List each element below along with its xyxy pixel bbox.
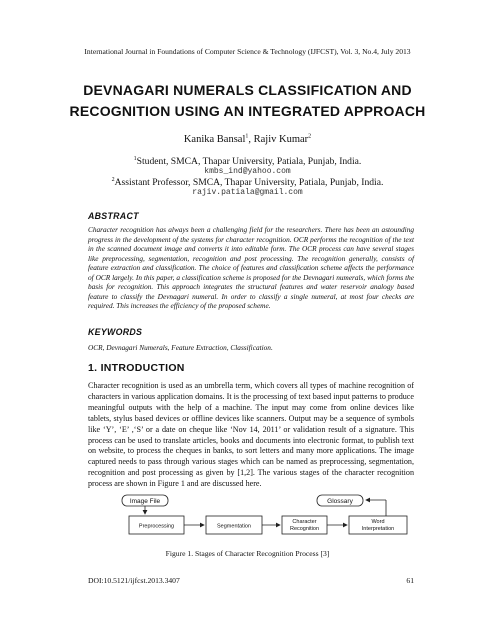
affiliation-2 (0, 177, 495, 188)
introduction-heading: 1. INTRODUCTION (88, 362, 185, 374)
introduction-text: Character recognition is used as an umbrella term, which covers all types of machine recognition of characters in various application domains. It is the processing of text based input patterns to produce meaningful outputs with the help of a machine. The input may come from online devices like tablets, stylus based devices or offline devices like scanners. Output may be a sequence of symbols like ‘Y’, ‘E’ ,‘S’ or a date on cheque like ‘Nov 14, 2011’ or validation result of a signature. This process can be used to translate articles, books and documents into electronic format, to publish text on website, to process the cheques in banks, to sort letters and many more applications. The image captured needs to pass through various stages which can be named as preprocessing, segmentation, recognition and post processing as given by [1,2]. The various stages of the character recognition process are shown in Figure 1 and are discussed here. (88, 381, 414, 489)
affiliation-1-sup: 1 (133, 155, 137, 162)
paper-title (0, 80, 495, 122)
preprocessing-label: Preprocessing (138, 523, 175, 530)
affiliation-1 (0, 156, 495, 167)
character-recognition-label: Character Recognition (289, 519, 320, 532)
abstract-text: Character recognition has always been a challenging field for the researchers. There has been an astounding progress in the development of the systems for character recognition. OCR performs the recognition of the text in the scanned document image and converts it into editable form. The OCR process can have several stages like preprocessing, segmentation, recognition and post processing. The recognition generally, consists of feature extraction and classification. The choice of features and classification scheme affects the performance of OCR largely. In this paper, a classification scheme is proposed for the Devnagari numerals, which forms the basis for recognition. This approach integrates the structural features and water reservoir analogy based feature to classify the Devnagari numeral. In order to classify a single numeral, at most four checks are required. This increases the efficiency of the proposed scheme. (88, 225, 414, 310)
abstract-heading: ABSTRACT (88, 211, 139, 221)
title-line-2: RECOGNITION USING AN INTEGRATED APPROACH (69, 103, 426, 119)
journal-header: International Journal in Foundations of Computer Science & Technology (IJFCST), Vol. 3, No.4, July 2013 (84, 47, 411, 56)
word-interpretation-label: Word Interpretation (361, 519, 395, 532)
affiliation-2-sup: 2 (111, 176, 115, 183)
figure-caption: Figure 1. Stages of Character Recognition Process [3] (165, 549, 330, 558)
author-1: Kanika Bansal (183, 134, 246, 145)
image-file-label: Image File (129, 498, 161, 505)
author-2-sup: 2 (308, 133, 312, 140)
character-recognition-flow-diagram (88, 494, 414, 542)
title-line-1: DEVNAGARI NUMERALS CLASSIFICATION AND (83, 82, 412, 98)
author-2: Rajiv Kumar (253, 134, 309, 145)
segmentation-label: Segmentation (217, 523, 251, 530)
doi-footer: DOI:10.5121/ijfcst.2013.3407 (88, 576, 180, 585)
author-list (0, 134, 495, 145)
keywords-heading: KEYWORDS (88, 327, 143, 337)
affiliation-1-email: kmbs_ind@yahoo.com (204, 167, 291, 176)
keywords-text: OCR, Devnagari Numerals, Feature Extraction, Classification. (88, 343, 273, 352)
author-1-sup: 1 (245, 133, 249, 140)
page-number: 61 (406, 576, 414, 585)
author-separator: , (248, 134, 254, 145)
affiliation-2-email: rajiv.patiala@gmail.com (192, 188, 303, 197)
affiliation-1-text: Student, SMCA, Thapar University, Patiala, Punjab, India. (136, 156, 362, 167)
glossary-label: Glossary (327, 498, 353, 505)
affiliation-2-text: Assistant Professor, SMCA, Thapar University, Patiala, Punjab, India. (114, 177, 384, 188)
